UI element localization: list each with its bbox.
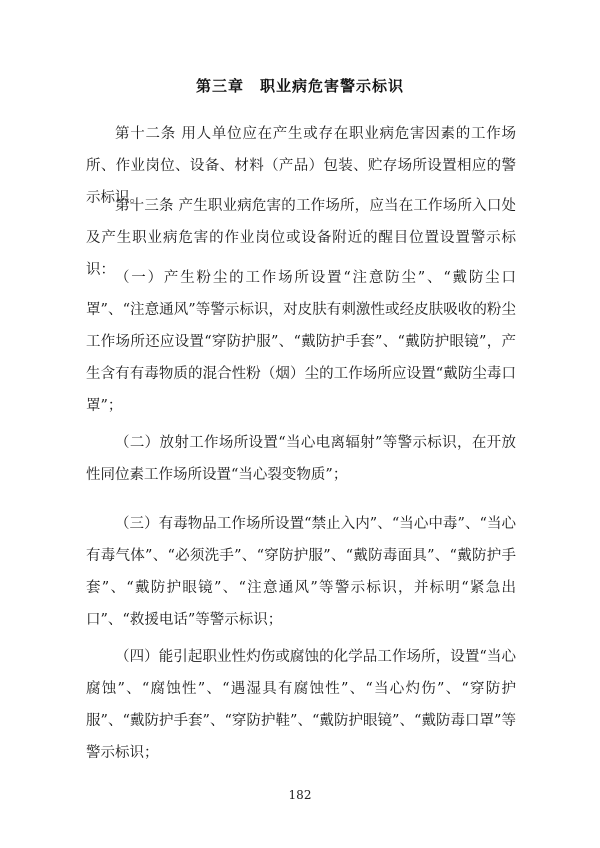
paragraph-item-4-corrosive: （四）能引起职业性灼伤或腐蚀的化学品工作场所，设置“当心腐蚀”、“腐蚀性”、“遇湿具有腐蚀性”、“当心灼伤”、“穿防护服”、“戴防护手套”、“穿防护鞋”、“戴防护眼镜”、“戴防毒口罩”等警示标识； xyxy=(86,649,516,761)
paragraph-article-13: 第十三条 产生职业病危害的工作场所，应当在工作场所入口处及产生职业病危害的作业岗位或设备附近的醒目位置设置警示标识： xyxy=(86,198,516,278)
paragraph-item-3-toxic: （三）有毒物品工作场所设置“禁止入内”、“当心中毒”、“当心有毒气体”、“必须洗手”、“穿防护服”、“戴防毒面具”、“戴防护手套”、“戴防护眼镜”、“注意通风”等警示标识，并标明“紧急出口”、“救援电话”等警示标识； xyxy=(86,516,516,628)
page-number: 182 xyxy=(288,788,312,802)
chapter-title: 第三章 职业病危害警示标识 xyxy=(195,77,404,95)
paragraph-item-2-radiation: （二）放射工作场所设置“当心电离辐射”等警示标识，在开放性同位素工作场所设置“当心裂变物质”； xyxy=(86,435,516,483)
paragraph-item-1-dust: （一）产生粉尘的工作场所设置“注意防尘”、“戴防尘口罩”、“注意通风”等警示标识，对皮肤有刺激性或经皮肤吸收的粉尘工作场所还应设置“穿防护服”、“戴防护手套”、“戴防护眼镜”，产生含有有毒物质的混合性粉（烟）尘的工作场所应设置“戴防尘毒口罩”； xyxy=(86,270,516,414)
paragraph-article-12: 第十二条 用人单位应在产生或存在职业病危害因素的工作场所、作业岗位、设备、材料（产品）包装、贮存场所设置相应的警示标识。 xyxy=(86,126,516,206)
